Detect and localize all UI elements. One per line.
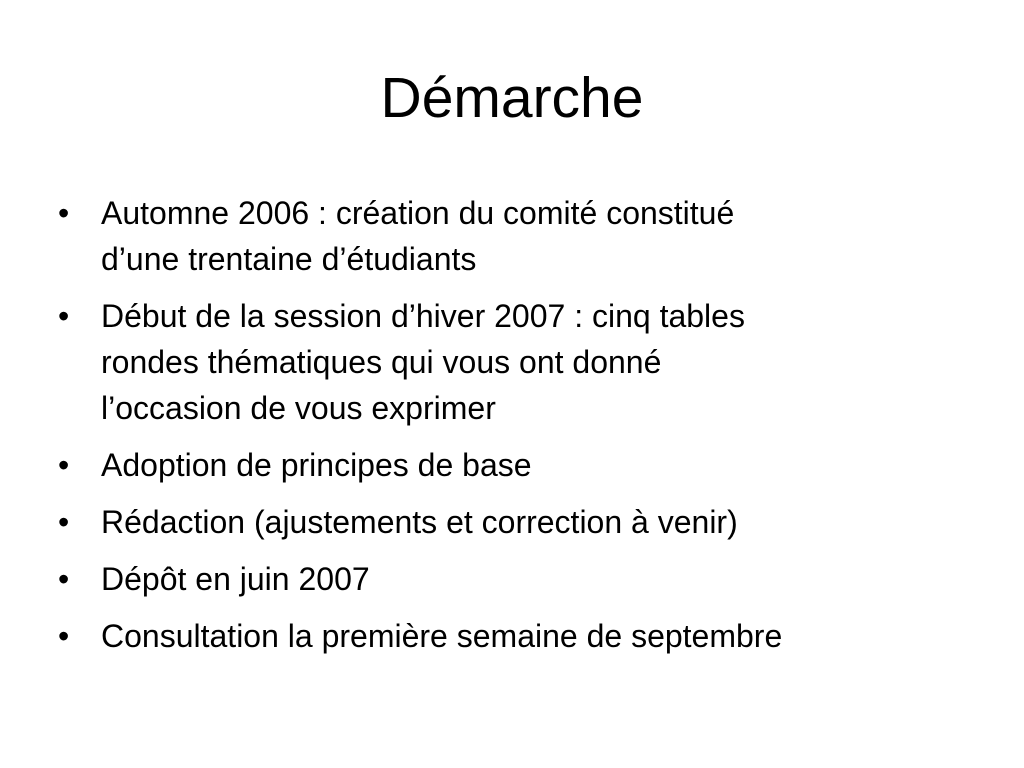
bullet-item [58,556,968,602]
slide-title: Démarche [380,66,644,130]
bullet-list [58,190,968,670]
bullet-item [58,190,968,282]
bullet-item [58,613,968,659]
bullet-text-line: Début de la session d’hiver 2007 : cinq tables [101,298,745,334]
bullet-text-line: Dépôt en juin 2007 [101,561,370,597]
bullet-text-line: Rédaction (ajustements et correction à venir) [101,504,738,540]
bullet-item [58,442,968,488]
bullet-text-line: Adoption de principes de base [101,447,532,483]
bullet-icon: • [58,504,70,540]
bullet-item [58,293,968,431]
bullet-text-line: Consultation la première semaine de septembre [101,618,783,654]
bullet-icon: • [58,298,70,334]
bullet-text-line: d’une trentaine d’étudiants [101,241,477,277]
bullet-text-line: l’occasion de vous exprimer [101,390,496,426]
bullet-item [58,499,968,545]
bullet-icon: • [58,447,70,483]
bullet-icon: • [58,561,70,597]
bullet-icon: • [58,195,70,231]
bullet-text-line: rondes thématiques qui vous ont donné [101,344,662,380]
bullet-text-line: Automne 2006 : création du comité constitué [101,195,735,231]
bullet-icon: • [58,618,70,654]
